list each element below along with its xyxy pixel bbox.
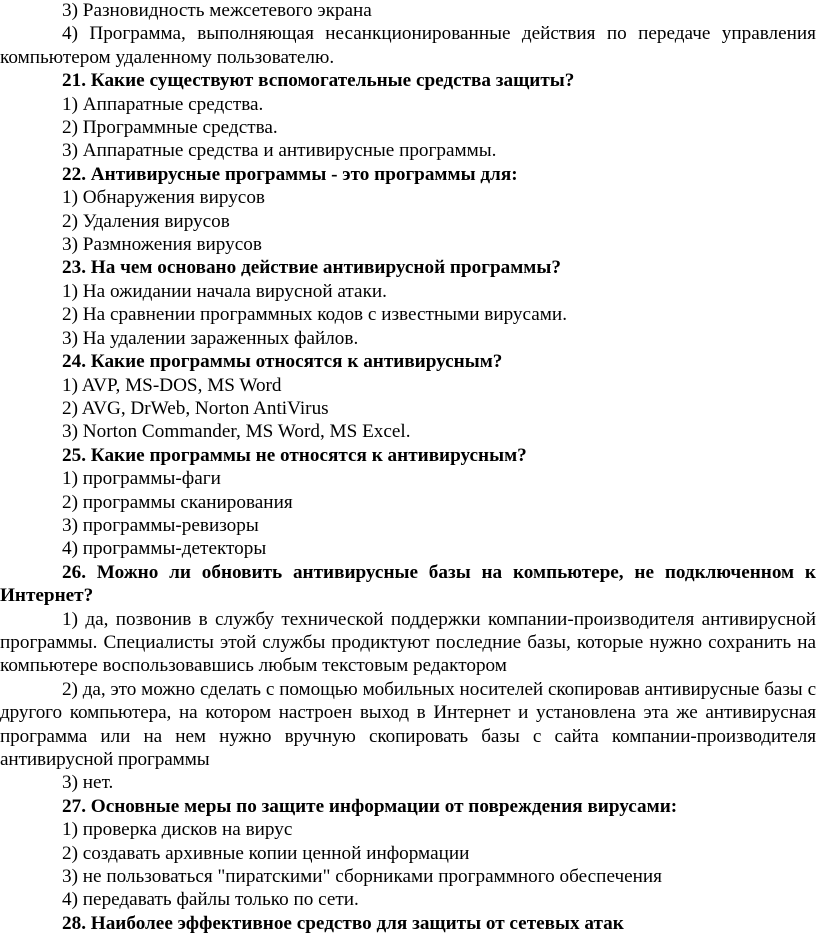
answer-item: 2) создавать архивные копии ценной информации [62,842,470,864]
answer-item: 1) AVP, MS-DOS, MS Word [62,374,282,396]
answer-item: 3) не пользоваться "пиратскими" сборниками программного обеспечения [62,866,663,888]
answer-item: 2) AVG, DrWeb, Norton AntiVirus [62,397,329,419]
question-24: 24. Какие программы относятся к антивирусным? [62,351,503,373]
answer-item: 3) Разновидность межсетевого экрана [62,0,372,21]
question-26: 26. Можно ли обновить антивирусные базы на компьютере, не подключенном к Интернет? [0,561,816,607]
question-22: 22. Антивирусные программы - это программы для: [62,163,518,185]
answer-item: 1) программы-фаги [62,468,221,490]
answer-item: 3) На удалении зараженных файлов. [62,327,359,349]
answer-item: 2) На сравнении программных кодов с известными вирусами. [62,304,568,326]
answer-item: 3) программы-ревизоры [62,514,259,536]
answer-item: 1) проверка дисков на вирус [62,819,293,841]
answer-item: 3) Размножения вирусов [62,234,262,256]
answer-item: 1) Обнаружения вирусов [62,187,265,209]
answer-item: 4) передавать файлы только по сети. [62,889,359,911]
answer-item: 4) программы-детекторы [62,538,267,560]
answer-item: 2) программы сканирования [62,491,293,513]
answer-item: 3) Norton Commander, MS Word, MS Excel. [62,421,411,443]
question-21: 21. Какие существуют вспомогательные средства защиты? [62,70,575,92]
answer-item: 4) Программа, выполняющая несанкционированные действия по передаче управления компьютером удаленному пользователю. [0,23,816,68]
question-27: 27. Основные меры по защите информации от повреждения вирусами: [62,795,678,817]
answer-item: 2) да, это можно сделать с помощью мобильных носителей скопировав антивирусные базы с другого компьютера, на котором настроен выход в Интернет и установлена эта же антивирусная программа или на нем нужно вручную скопировать базы с сайта компании-производителя антивирусной программы [0,678,816,770]
answer-item: 3) нет. [62,772,114,794]
answer-item: 1) Аппаратные средства. [62,93,264,115]
answer-item: 3) Аппаратные средства и антивирусные программы. [62,140,497,162]
answer-item: 2) Программные средства. [62,117,278,139]
answer-item: 1) На ожидании начала вирусной атаки. [62,280,387,302]
question-28: 28. Наиболее эффективное средство для защиты от сетевых атак [62,912,624,934]
question-25: 25. Какие программы не относятся к антивирусным? [62,444,527,466]
question-23: 23. На чем основано действие антивирусной программы? [62,257,561,279]
answer-item: 1) да, позвонив в службу технической поддержки компании-производителя антивирусной программы. Специалисты этой службы продиктуют последние базы, которые нужно сохранить на компьютере воспользовавшись любым текстовым редактором [0,608,816,677]
answer-item: 2) Удаления вирусов [62,210,230,232]
